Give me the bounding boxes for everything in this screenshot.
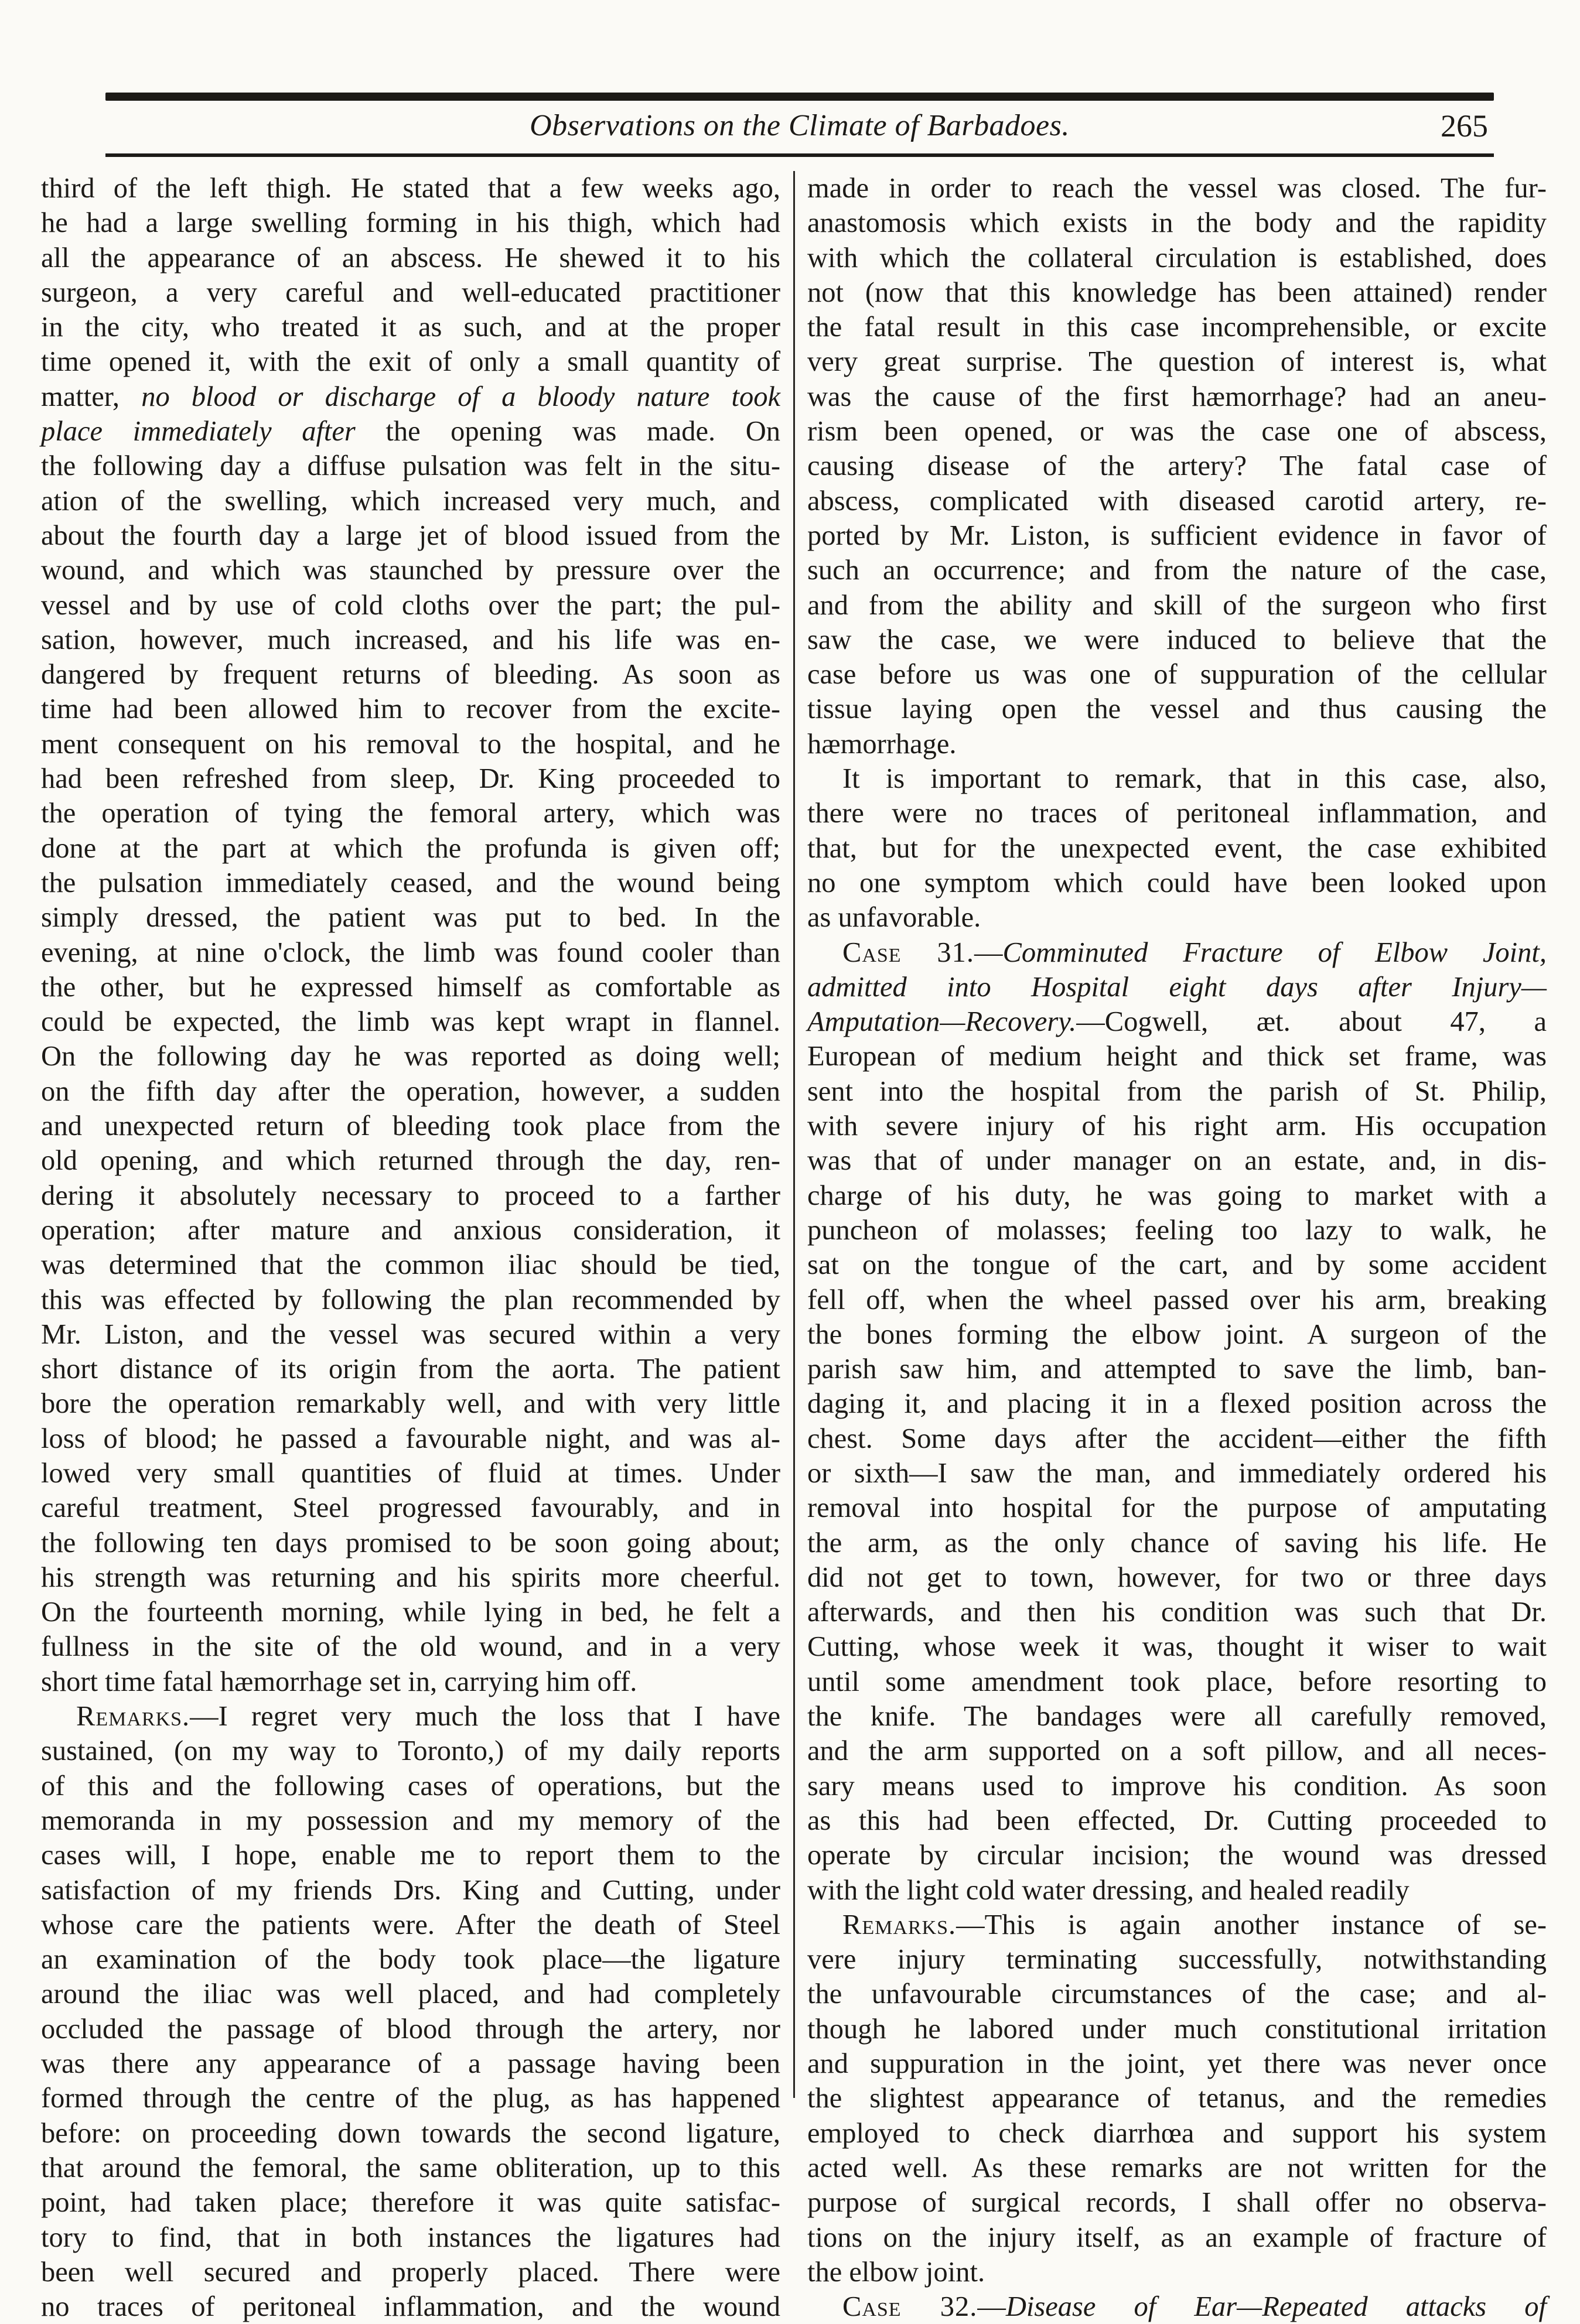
text-line: [41, 970, 780, 1004]
text-segment: ment consequent on his removal to the hospital, and he: [41, 728, 780, 760]
text-segment: dangered by frequent returns of bleeding. As soon as: [41, 659, 780, 691]
text-segment: evening, at nine o'clock, the limb was found cooler than: [41, 937, 780, 968]
text-line: [41, 310, 780, 344]
text-line: [807, 761, 1547, 796]
text-line: [41, 1769, 780, 1803]
text-line: [41, 657, 780, 692]
text-line: [807, 796, 1547, 831]
text-line: [807, 1560, 1547, 1595]
text-segment: On the following day he was reported as doing well;: [41, 1041, 780, 1072]
text-line: [41, 1873, 780, 1908]
text-line: [41, 1560, 780, 1595]
text-line: [41, 1352, 780, 1386]
text-line: [807, 1491, 1547, 1525]
text-segment: until some amendment took place, before resorting to: [807, 1666, 1547, 1697]
text-line: [807, 1213, 1547, 1248]
text-line: [807, 2012, 1547, 2046]
text-line: [807, 1769, 1547, 1803]
text-segment: fell off, when the wheel passed over his arm, breaking: [807, 1284, 1547, 1315]
text-segment: as this had been effected, Dr. Cutting proceeded to: [807, 1804, 1547, 1836]
text-segment: the pulsation immediately ceased, and the wound being: [41, 867, 780, 898]
text-line: [807, 1977, 1547, 2011]
text-segment: the bones forming the elbow joint. A surgeon of the: [807, 1318, 1547, 1350]
text-segment: vere injury terminating successfully, notwithstanding: [807, 1944, 1547, 1976]
text-segment: wound, and which was staunched by pressure over the: [41, 555, 780, 586]
text-line: [41, 1386, 780, 1421]
text-segment: all the appearance of an abscess. He shewed it to his: [41, 242, 780, 274]
text-line: [807, 484, 1547, 518]
text-segment: dering it absolutely necessary to proceed to a farther: [41, 1180, 780, 1211]
text-segment: acted well. As these remarks are not written for the: [807, 2152, 1547, 2183]
text-segment: loss of blood; he passed a favourable night, and was al-: [41, 1423, 780, 1454]
text-segment: done at the part at which the profunda is given off;: [41, 832, 780, 864]
text-segment: satisfaction of my friends Drs. King and Cutting, under: [41, 1874, 780, 1906]
text-segment: the knife. The bandages were all carefully removed,: [807, 1701, 1547, 1732]
text-line: [807, 831, 1547, 866]
text-segment: Remarks.: [76, 1701, 190, 1732]
text-line: [41, 241, 780, 275]
text-line: [807, 588, 1547, 623]
text-line: [807, 970, 1547, 1004]
text-line: [41, 2289, 780, 2324]
text-line: [41, 1977, 780, 2011]
text-segment: sent into the hospital from the parish of St. Philip,: [807, 1075, 1547, 1107]
text-line: [41, 831, 780, 866]
text-segment: of this and the following cases of operations, but the: [41, 1770, 780, 1802]
text-segment: sary means used to improve his condition. As soon: [807, 1770, 1547, 1802]
text-segment: about the fourth day a large jet of blood issued from the: [41, 520, 780, 551]
text-segment: sat on the tongue of the cart, and by some accident: [807, 1249, 1547, 1281]
text-line: [807, 935, 1547, 970]
text-segment: was determined that the common iliac should be tied,: [41, 1249, 780, 1281]
left-text-column: [41, 171, 780, 2323]
header-rule: [105, 153, 1494, 157]
text-line: [807, 2289, 1547, 2324]
text-line: [807, 1248, 1547, 1282]
text-segment: short distance of its origin from the aorta. The patient: [41, 1354, 780, 1385]
text-segment: the slightest appearance of tetanus, and the remedies: [807, 2083, 1547, 2114]
running-header: [105, 105, 1494, 146]
text-line: [807, 623, 1547, 657]
text-segment: there were no traces of peritoneal inflammation, and: [807, 798, 1547, 829]
text-line: [41, 692, 780, 726]
text-line: [807, 1908, 1547, 1942]
text-segment: fullness in the site of the old wound, and in a very: [41, 1631, 780, 1663]
text-segment: and the arm supported on a soft pillow, and all neces-: [807, 1735, 1547, 1767]
text-line: [807, 206, 1547, 240]
text-line: [41, 1074, 780, 1109]
text-segment: surgeon, a very careful and well-educated practitioner: [41, 276, 780, 308]
text-line: [41, 900, 780, 935]
text-line: [41, 414, 780, 449]
text-segment: an examination of the body took place—the ligature: [41, 1944, 780, 1976]
text-line: [41, 866, 780, 900]
text-segment: no traces of peritoneal inflammation, and the wound: [41, 2291, 780, 2323]
text-line: [807, 1386, 1547, 1421]
text-line: [41, 1248, 780, 1282]
text-line: [807, 171, 1547, 206]
text-line: [807, 1699, 1547, 1734]
text-line: [41, 796, 780, 831]
running-title: Observations on the Climate of Barbadoes.: [530, 109, 1070, 142]
text-segment: Amputation—Recovery.: [807, 1006, 1077, 1038]
text-segment: no blood or discharge of a bloody nature took: [141, 381, 780, 412]
text-line: [807, 553, 1547, 587]
right-text-column: [807, 171, 1547, 2323]
text-line: [41, 1283, 780, 1317]
text-segment: —I regret very much the loss that I have: [190, 1701, 780, 1732]
text-segment: —: [977, 2291, 1006, 2323]
text-segment: —: [974, 937, 1003, 968]
text-segment: no one symptom which could have been looked upon: [807, 867, 1547, 898]
text-segment: careful treatment, Steel progressed favourably, and in: [41, 1492, 780, 1524]
text-segment: hæmorrhage.: [807, 728, 957, 760]
text-segment: the operation of tying the femoral artery, which was: [41, 798, 780, 829]
text-segment: chest. Some days after the accident—either the fifth: [807, 1423, 1547, 1454]
text-segment: rism been opened, or was the case one of abscess,: [807, 416, 1547, 447]
text-line: [41, 380, 780, 414]
text-segment: Remarks.: [842, 1909, 957, 1940]
text-line: [41, 171, 780, 206]
text-line: [807, 866, 1547, 900]
text-line: [807, 727, 1547, 761]
text-line: [807, 241, 1547, 275]
text-segment: tions on the injury itself, as an example of fracture of: [807, 2222, 1547, 2253]
text-segment: as unfavorable.: [807, 902, 981, 934]
text-line: [807, 344, 1547, 379]
text-line: [41, 1838, 780, 1872]
text-line: [41, 1803, 780, 1838]
text-line: [807, 1109, 1547, 1143]
top-border-rule: [105, 93, 1494, 101]
text-line: [41, 727, 780, 761]
text-line: [41, 518, 780, 553]
text-segment: saw the case, we were induced to believe that the: [807, 624, 1547, 655]
text-line: [41, 1109, 780, 1143]
text-segment: time had been allowed him to recover from the excite-: [41, 693, 780, 725]
text-segment: that, but for the unexpected event, the case exhibited: [807, 832, 1547, 864]
text-segment: ation of the swelling, which increased very much, and: [41, 485, 780, 517]
text-segment: made in order to reach the vessel was closed. The fur-: [807, 173, 1547, 204]
text-segment: employed to check diarrhœa and support his system: [807, 2117, 1547, 2149]
text-segment: matter,: [41, 381, 142, 412]
text-segment: in the city, who treated it as such, and at the proper: [41, 312, 780, 343]
text-segment: this was effected by following the plan recommended by: [41, 1284, 780, 1315]
text-segment: operation; after mature and anxious consideration, it: [41, 1214, 780, 1246]
text-segment: could be expected, the limb was kept wrapt in flannel.: [41, 1006, 780, 1038]
text-segment: on the fifth day after the operation, however, a sudden: [41, 1075, 780, 1107]
text-line: [807, 1629, 1547, 1664]
text-segment: the unfavourable circumstances of the case; and al-: [807, 1978, 1547, 2010]
text-line: [807, 2081, 1547, 2115]
text-segment: bore the operation remarkably well, and with very little: [41, 1388, 780, 1420]
text-line: [41, 1734, 780, 1768]
text-segment: the opening was made. On: [355, 416, 780, 447]
text-line: [41, 2255, 780, 2289]
text-segment: simply dressed, the patient was put to bed. In the: [41, 902, 780, 934]
text-line: [41, 553, 780, 587]
text-line: [807, 1873, 1547, 1908]
text-segment: vessel and by use of cold cloths over the part; the pul-: [41, 589, 780, 621]
text-segment: case before us was one of suppuration of the cellular: [807, 659, 1547, 691]
text-segment: place immediately after: [41, 416, 356, 447]
text-segment: such an occurrence; and from the nature of the case,: [807, 555, 1547, 586]
text-line: [41, 1526, 780, 1560]
text-line: [807, 1942, 1547, 1977]
text-segment: short time fatal hæmorrhage set in, carrying him off.: [41, 1666, 637, 1697]
text-line: [807, 414, 1547, 449]
text-line: [807, 2185, 1547, 2220]
text-line: [41, 2046, 780, 2081]
text-line: [807, 2151, 1547, 2185]
text-line: [41, 2220, 780, 2255]
text-segment: Disease of Ear—Repeated attacks of: [1005, 2291, 1547, 2323]
text-segment: cases will, I hope, enable me to report them to the: [41, 1840, 780, 1871]
text-segment: very great surprise. The question of interest is, what: [807, 346, 1547, 378]
text-line: [41, 1665, 780, 1699]
text-segment: removal into hospital for the purpose of amputating: [807, 1492, 1547, 1524]
text-line: [41, 935, 780, 970]
text-line: [807, 692, 1547, 726]
text-line: [41, 623, 780, 657]
text-segment: —This is again another instance of se-: [956, 1909, 1547, 1940]
text-line: [41, 1317, 780, 1352]
text-line: [807, 1352, 1547, 1386]
text-segment: tory to find, that in both instances the ligatures had: [41, 2222, 780, 2253]
text-segment: and unexpected return of bleeding took place from the: [41, 1110, 780, 1142]
text-line: [807, 1595, 1547, 1629]
text-segment: around the iliac was well placed, and had completely: [41, 1978, 780, 2010]
text-line: [41, 275, 780, 310]
text-line: [41, 2116, 780, 2151]
text-segment: was there any appearance of a passage having been: [41, 2048, 780, 2080]
text-segment: the arm, as the only chance of saving his life. He: [807, 1527, 1547, 1559]
text-line: [41, 2012, 780, 2046]
text-segment: It is important to remark, that in this case, also,: [842, 763, 1547, 795]
text-segment: before: on proceeding down towards the second ligature,: [41, 2117, 780, 2149]
text-line: [41, 1629, 780, 1664]
text-line: [807, 1074, 1547, 1109]
text-line: [807, 1665, 1547, 1699]
text-line: [807, 1143, 1547, 1178]
text-segment: his strength was returning and his spirits more cheerful.: [41, 1561, 780, 1593]
text-segment: the fatal result in this case incomprehensible, or excite: [807, 312, 1547, 343]
text-line: [807, 1526, 1547, 1560]
text-line: [807, 1456, 1547, 1491]
text-segment: purpose of surgical records, I shall offer no observa-: [807, 2187, 1547, 2219]
text-segment: did not get to town, however, for two or three days: [807, 1561, 1547, 1593]
text-segment: European of medium height and thick set frame, was: [807, 1041, 1547, 1072]
text-line: [41, 1143, 780, 1178]
text-segment: Comminuted Fracture of Elbow Joint,: [1002, 937, 1547, 968]
text-line: [41, 1699, 780, 1734]
text-segment: that around the femoral, the same obliteration, up to this: [41, 2152, 780, 2183]
text-segment: and from the ability and skill of the surgeon who first: [807, 589, 1547, 621]
text-line: [41, 1004, 780, 1039]
text-segment: abscess, complicated with diseased carotid artery, re-: [807, 485, 1547, 517]
text-segment: operate by circular incision; the wound was dressed: [807, 1840, 1547, 1871]
text-segment: been well secured and properly placed. There were: [41, 2256, 780, 2288]
text-segment: tissue laying open the vessel and thus causing the: [807, 693, 1547, 725]
text-segment: point, had taken place; therefore it was quite satisfac-: [41, 2187, 780, 2219]
text-line: [41, 1942, 780, 1977]
text-segment: charge of his duty, he was going to market with a: [807, 1180, 1547, 1211]
text-segment: with the light cold water dressing, and healed readily: [807, 1874, 1410, 1906]
text-segment: though he labored under much constitutional irritation: [807, 2013, 1547, 2045]
text-segment: memoranda in my possession and my memory of the: [41, 1804, 780, 1836]
text-line: [807, 1178, 1547, 1213]
text-segment: he had a large swelling forming in his thigh, which had: [41, 207, 780, 239]
text-line: [41, 344, 780, 379]
text-line: [41, 1421, 780, 1456]
text-segment: anastomosis which exists in the body and the rapidity: [807, 207, 1547, 239]
text-line: [41, 1213, 780, 1248]
text-line: [41, 449, 780, 483]
text-segment: had been refreshed from sleep, Dr. King proceeded to: [41, 763, 780, 795]
text-segment: formed through the centre of the plug, as has happened: [41, 2083, 780, 2114]
text-segment: occluded the passage of blood through the artery, nor: [41, 2013, 780, 2045]
text-line: [41, 206, 780, 240]
text-line: [41, 1178, 780, 1213]
text-segment: Mr. Liston, and the vessel was secured within a very: [41, 1318, 780, 1350]
text-line: [807, 900, 1547, 935]
text-segment: daging it, and placing it in a flexed position across the: [807, 1388, 1547, 1420]
text-segment: On the fourteenth morning, while lying in bed, he felt a: [41, 1597, 780, 1628]
text-line: [41, 2151, 780, 2185]
text-line: [807, 518, 1547, 553]
text-segment: causing disease of the artery? The fatal case of: [807, 450, 1547, 482]
text-segment: lowed very small quantities of fluid at times. Under: [41, 1457, 780, 1489]
text-line: [807, 1421, 1547, 1456]
text-segment: with severe injury of his right arm. His occupation: [807, 1110, 1547, 1142]
text-line: [807, 1004, 1547, 1039]
text-line: [41, 1595, 780, 1629]
page-number: 265: [1441, 108, 1488, 143]
text-segment: old opening, and which returned through the day, ren-: [41, 1145, 780, 1177]
text-segment: parish saw him, and attempted to save the limb, ban-: [807, 1354, 1547, 1385]
text-line: [807, 2046, 1547, 2081]
text-segment: —Cogwell, æt. about 47, a: [1076, 1006, 1547, 1038]
text-line: [41, 2081, 780, 2115]
text-line: [41, 1039, 780, 1074]
text-segment: and suppuration in the joint, yet there was never once: [807, 2048, 1547, 2080]
text-line: [41, 1908, 780, 1942]
text-segment: time opened it, with the exit of only a small quantity of: [41, 346, 780, 378]
text-line: [41, 1491, 780, 1525]
text-line: [41, 588, 780, 623]
text-segment: whose care the patients were. After the death of Steel: [41, 1909, 780, 1940]
text-line: [41, 761, 780, 796]
text-segment: the following ten days promised to be soon going about;: [41, 1527, 780, 1559]
text-segment: Cutting, whose week it was, thought it wiser to wait: [807, 1631, 1547, 1663]
text-line: [807, 1734, 1547, 1768]
text-line: [807, 1803, 1547, 1838]
column-divider: [793, 171, 795, 2098]
text-line: [807, 2220, 1547, 2255]
text-line: [807, 657, 1547, 692]
text-line: [807, 1039, 1547, 1074]
text-line: [41, 484, 780, 518]
text-segment: afterwards, and then his condition was such that Dr.: [807, 1597, 1547, 1628]
text-segment: puncheon of molasses; feeling too lazy to walk, he: [807, 1214, 1547, 1246]
text-segment: Case 32.: [842, 2291, 978, 2323]
text-segment: the elbow joint.: [807, 2256, 985, 2288]
text-segment: or sixth—I saw the man, and immediately ordered his: [807, 1457, 1547, 1489]
text-segment: Case 31.: [842, 937, 975, 968]
text-segment: the other, but he expressed himself as comfortable as: [41, 971, 780, 1003]
text-line: [807, 2116, 1547, 2151]
text-segment: ported by Mr. Liston, is sufficient evidence in favor of: [807, 520, 1547, 551]
text-line: [807, 310, 1547, 344]
text-segment: admitted into Hospital eight days after Injury—: [807, 971, 1547, 1003]
text-line: [807, 449, 1547, 483]
text-line: [807, 275, 1547, 310]
text-segment: with which the collateral circulation is established, does: [807, 242, 1547, 274]
text-line: [807, 1317, 1547, 1352]
text-segment: sustained, (on my way to Toronto,) of my daily reports: [41, 1735, 780, 1767]
text-segment: sation, however, much increased, and his life was en-: [41, 624, 780, 655]
text-line: [41, 1456, 780, 1491]
text-line: [807, 1838, 1547, 1872]
text-line: [807, 1283, 1547, 1317]
text-segment: third of the left thigh. He stated that a few weeks ago,: [41, 173, 780, 204]
text-segment: was the cause of the first hæmorrhage? had an aneu-: [807, 381, 1547, 412]
text-segment: not (now that this knowledge has been attained) render: [807, 276, 1547, 308]
text-segment: the following day a diffuse pulsation was felt in the situ-: [41, 450, 780, 482]
text-segment: was that of under manager on an estate, and, in dis-: [807, 1145, 1547, 1177]
text-line: [41, 2185, 780, 2220]
text-line: [807, 380, 1547, 414]
text-line: [807, 2255, 1547, 2289]
